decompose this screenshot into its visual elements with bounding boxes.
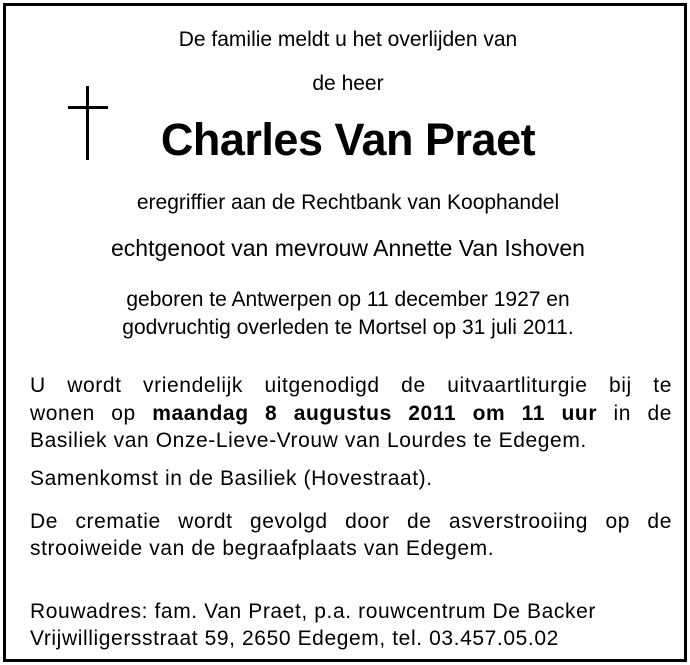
funeral-date: maandag 8 augustus 2011 om 11 uur bbox=[152, 402, 598, 425]
cremation-line-2: strooiweide van de begraafplaats van Edegem. bbox=[30, 537, 495, 560]
death-text: godvruchtig overleden te Mortsel op 31 juli 2011. bbox=[122, 316, 574, 339]
deceased-name: Charles Van Praet bbox=[160, 114, 536, 165]
gathering-text: Samenkomst in de Basiliek (Hovestraat). bbox=[30, 467, 433, 490]
invitation-line-3: Basiliek van Onze-Lieve-Vrouw van Lourdes te Edegem. bbox=[30, 429, 587, 452]
invitation-line-2 bbox=[30, 401, 672, 427]
address-line-2: Vrijwilligersstraat 59, 2650 Edegem, tel. 03.457.05.02 bbox=[30, 627, 559, 650]
cremation-line-1: De crematie wordt gevolgd door de asverstrooiing op de bbox=[30, 510, 672, 533]
obituary-frame bbox=[3, 3, 687, 662]
spouse-text: echtgenoot van mevrouw Annette Van Ishoven bbox=[111, 235, 585, 261]
invitation-line-1: U wordt vriendelijk uitgenodigd de uitvaartliturgie bij te bbox=[30, 374, 672, 397]
invitation-pre: wonen op bbox=[30, 402, 136, 425]
title-prefix: de heer bbox=[312, 72, 384, 95]
address-line-1: Rouwadres: fam. Van Praet, p.a. rouwcentrum De Backer bbox=[30, 600, 596, 623]
invitation-post: in de bbox=[613, 402, 673, 425]
birth-text: geboren te Antwerpen op 11 december 1927 en bbox=[126, 288, 570, 311]
intro-text: De familie meldt u het overlijden van bbox=[178, 28, 518, 51]
deceased-function: eregriffier aan de Rechtbank van Koophandel bbox=[136, 191, 560, 214]
